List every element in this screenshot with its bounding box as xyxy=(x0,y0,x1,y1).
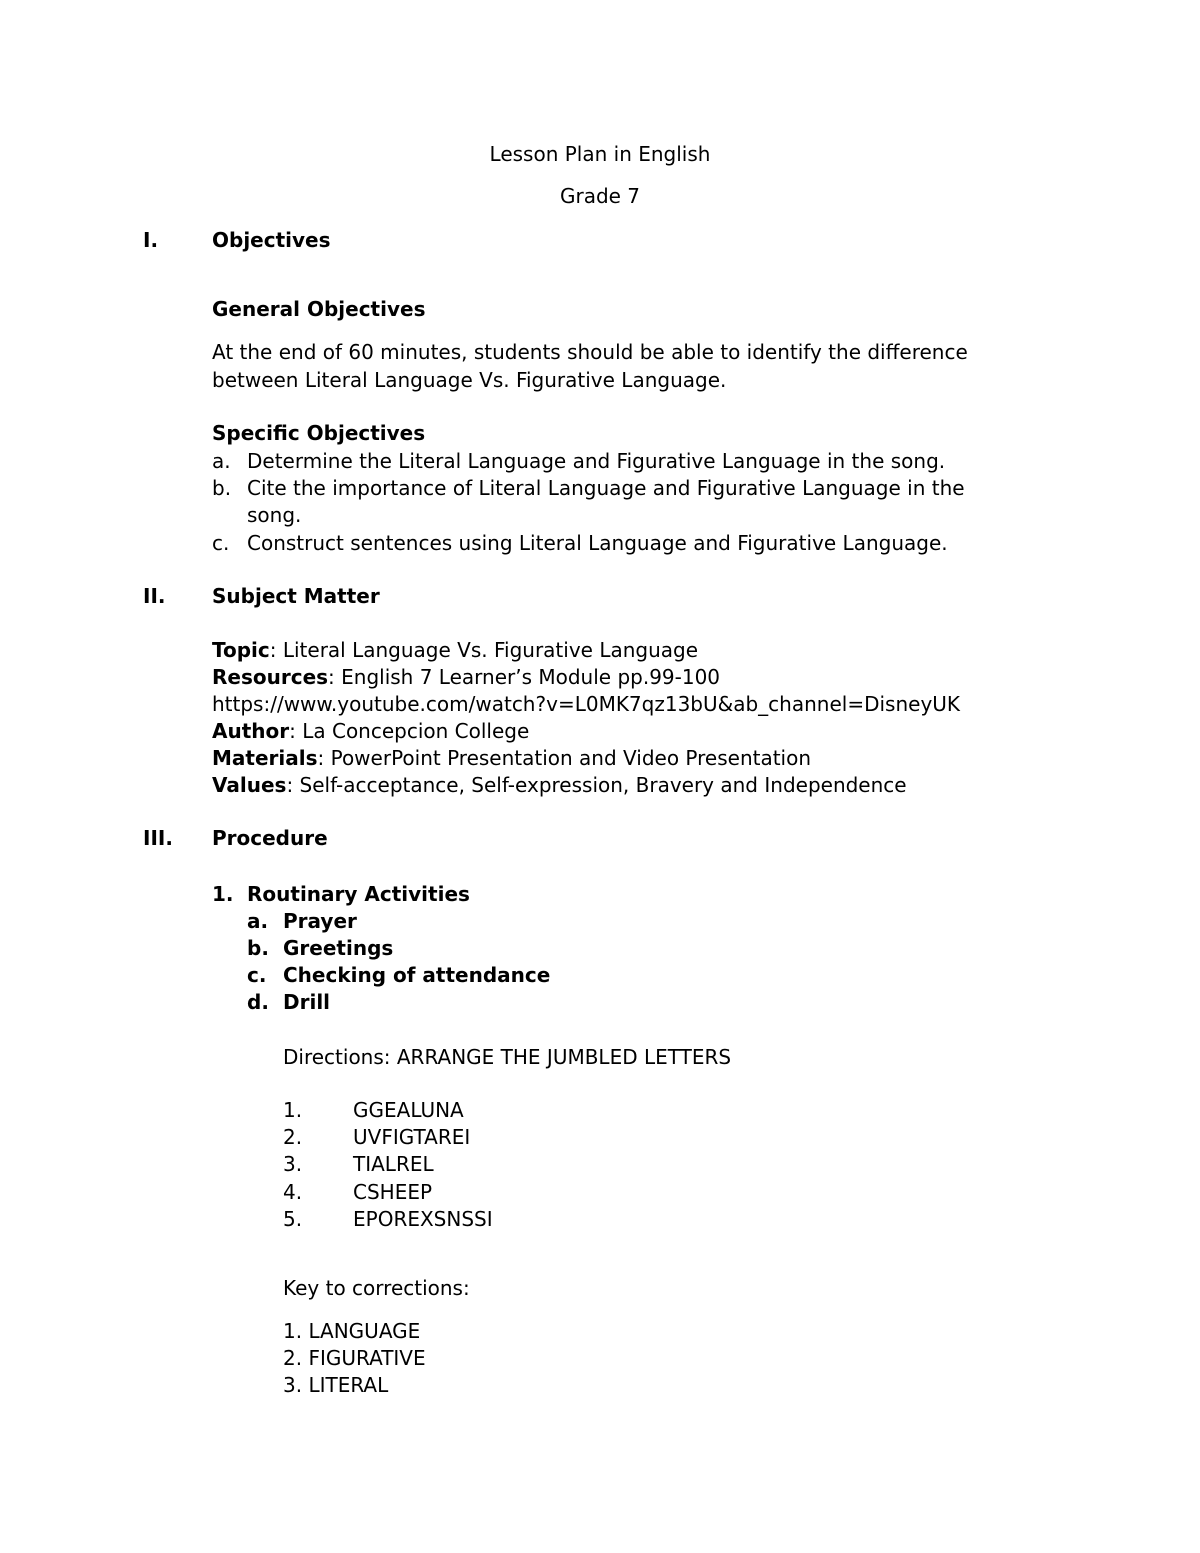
jumbled-word: UVFIGTAREI xyxy=(353,1125,471,1149)
materials-row xyxy=(212,748,811,768)
resources-url: https://www.youtube.com/watch?v=L0MK7qz13bU&ab_channel=DisneyUK xyxy=(212,692,961,716)
key-answer: 1. LANGUAGE xyxy=(283,1319,421,1343)
section-numeral-2: II. xyxy=(143,584,166,608)
section-heading-objectives: Objectives xyxy=(212,228,331,252)
activity-drill: Drill xyxy=(283,990,331,1014)
author-label: Author xyxy=(212,719,290,743)
jumbled-number: 3. xyxy=(283,1152,303,1176)
activity-marker: d. xyxy=(247,990,269,1014)
jumbled-word: TIALREL xyxy=(353,1152,434,1176)
section-numeral-3: III. xyxy=(143,826,173,850)
topic-value: : Literal Language Vs. Figurative Language xyxy=(269,638,699,662)
specific-objective-text: Determine the Literal Language and Figurative Language in the song. xyxy=(247,449,946,473)
values-value: : Self-acceptance, Self-expression, Bravery and Independence xyxy=(286,773,907,797)
jumbled-number: 4. xyxy=(283,1180,303,1204)
activity-marker: c. xyxy=(247,963,267,987)
values-row xyxy=(212,775,907,795)
activity-marker: b. xyxy=(247,936,269,960)
topic-label: Topic xyxy=(212,638,270,662)
activity-prayer: Prayer xyxy=(283,909,357,933)
drill-directions: Directions: ARRANGE THE JUMBLED LETTERS xyxy=(283,1045,732,1069)
specific-objective-marker: c. xyxy=(212,531,230,555)
materials-label: Materials xyxy=(212,746,318,770)
grade-label: Grade 7 xyxy=(559,184,641,208)
specific-objective-marker: b. xyxy=(212,476,232,500)
section-heading-subject-matter: Subject Matter xyxy=(212,584,380,608)
specific-objective-text: Cite the importance of Literal Language and Figurative Language in the xyxy=(247,476,965,500)
key-answer: 3. LITERAL xyxy=(283,1373,389,1397)
author-row xyxy=(212,721,529,741)
step-heading-routinary: Routinary Activities xyxy=(247,882,470,906)
author-value: : La Concepcion College xyxy=(289,719,530,743)
jumbled-number: 2. xyxy=(283,1125,303,1149)
general-objectives-heading: General Objectives xyxy=(212,297,426,321)
materials-value: : PowerPoint Presentation and Video Presentation xyxy=(317,746,812,770)
activity-greetings: Greetings xyxy=(283,936,394,960)
jumbled-word: CSHEEP xyxy=(353,1180,433,1204)
resources-row xyxy=(212,667,720,687)
section-numeral-1: I. xyxy=(143,228,159,252)
resources-value: : English 7 Learner’s Module pp.99-100 xyxy=(328,665,721,689)
jumbled-word: GGEALUNA xyxy=(353,1098,464,1122)
general-objective-text-line2: between Literal Language Vs. Figurative Language. xyxy=(212,368,727,392)
document-title: Lesson Plan in English xyxy=(489,142,711,166)
values-label: Values xyxy=(212,773,287,797)
activity-marker: a. xyxy=(247,909,269,933)
specific-objective-text: Construct sentences using Literal Language and Figurative Language. xyxy=(247,531,948,555)
jumbled-number: 1. xyxy=(283,1098,303,1122)
jumbled-number: 5. xyxy=(283,1207,303,1231)
general-objective-text-line1: At the end of 60 minutes, students should be able to identify the difference xyxy=(212,340,968,364)
step-number: 1. xyxy=(212,882,234,906)
key-heading: Key to corrections: xyxy=(283,1276,470,1300)
key-answer: 2. FIGURATIVE xyxy=(283,1346,426,1370)
resources-label: Resources xyxy=(212,665,329,689)
section-heading-procedure: Procedure xyxy=(212,826,328,850)
activity-attendance: Checking of attendance xyxy=(283,963,551,987)
topic-row xyxy=(212,640,698,660)
specific-objectives-heading: Specific Objectives xyxy=(212,421,426,445)
specific-objective-text-cont: song. xyxy=(247,503,302,527)
specific-objective-marker: a. xyxy=(212,449,231,473)
jumbled-word: EPOREXSNSSI xyxy=(353,1207,493,1231)
